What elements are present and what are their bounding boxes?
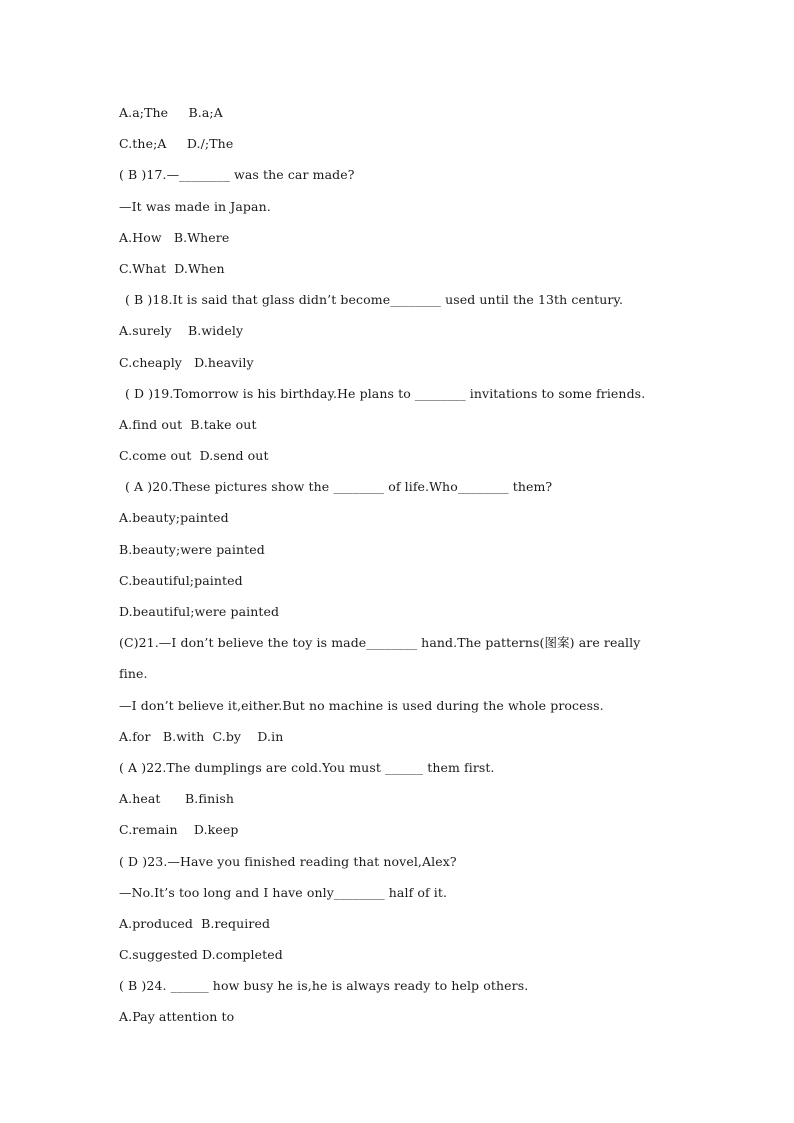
text-line: ( A )20.These pictures show the ________ of life.Who________ them? bbox=[125, 479, 553, 495]
text-line: fine. bbox=[119, 666, 148, 682]
text-line: A.for B.with C.by D.in bbox=[119, 728, 284, 744]
text-line: A.find out B.take out bbox=[119, 416, 257, 432]
text-line: A.surely B.widely bbox=[119, 323, 244, 339]
text-line: ( D )19.Tomorrow is his birthday.He plans to ________ invitations to some friends. bbox=[125, 385, 646, 401]
text-line: —I don’t believe it,either.But no machine is used during the whole process. bbox=[119, 697, 604, 713]
text-line: D.beautiful;were painted bbox=[119, 604, 280, 619]
text-line: A.a;The B.a;A bbox=[119, 105, 223, 120]
text-line: ( B )18.It is said that glass didn’t become________ used until the 13th century. bbox=[125, 292, 624, 308]
question-list bbox=[119, 104, 689, 1040]
text-line: C.What D.When bbox=[119, 260, 225, 276]
text-line: ( B )17.—________ was the car made? bbox=[119, 167, 355, 183]
text-line: B.beauty;were painted bbox=[119, 541, 265, 557]
text-line: ( D )23.—Have you finished reading that novel,Alex? bbox=[119, 853, 457, 869]
text-line: A.Pay attention to bbox=[119, 1009, 235, 1025]
text-line: ( B )24. ______ how busy he is,he is always ready to help others. bbox=[119, 978, 529, 994]
text-line: C.beautiful;painted bbox=[119, 572, 243, 588]
text-line: C.suggested D.completed bbox=[119, 947, 283, 963]
text-line: C.come out D.send out bbox=[119, 448, 269, 464]
text-line: A.produced B.required bbox=[119, 915, 271, 931]
text-line: C.cheaply D.heavily bbox=[119, 354, 254, 370]
text-line: C.remain D.keep bbox=[119, 822, 239, 838]
text-line: C.the;A D./;The bbox=[119, 136, 234, 152]
text-line: —No.It’s too long and I have only________ half of it. bbox=[119, 884, 448, 900]
text-line: (C)21.—I don’t believe the toy is made________ hand.The patterns(图案) are really bbox=[119, 635, 641, 651]
text-line: —It was made in Japan. bbox=[119, 198, 271, 214]
text-line: ( A )22.The dumplings are cold.You must ______ them first. bbox=[119, 759, 495, 775]
text-line: A.How B.Where bbox=[119, 229, 230, 245]
text-line: A.beauty;painted bbox=[119, 510, 229, 526]
text-line: A.heat B.finish bbox=[119, 791, 235, 807]
